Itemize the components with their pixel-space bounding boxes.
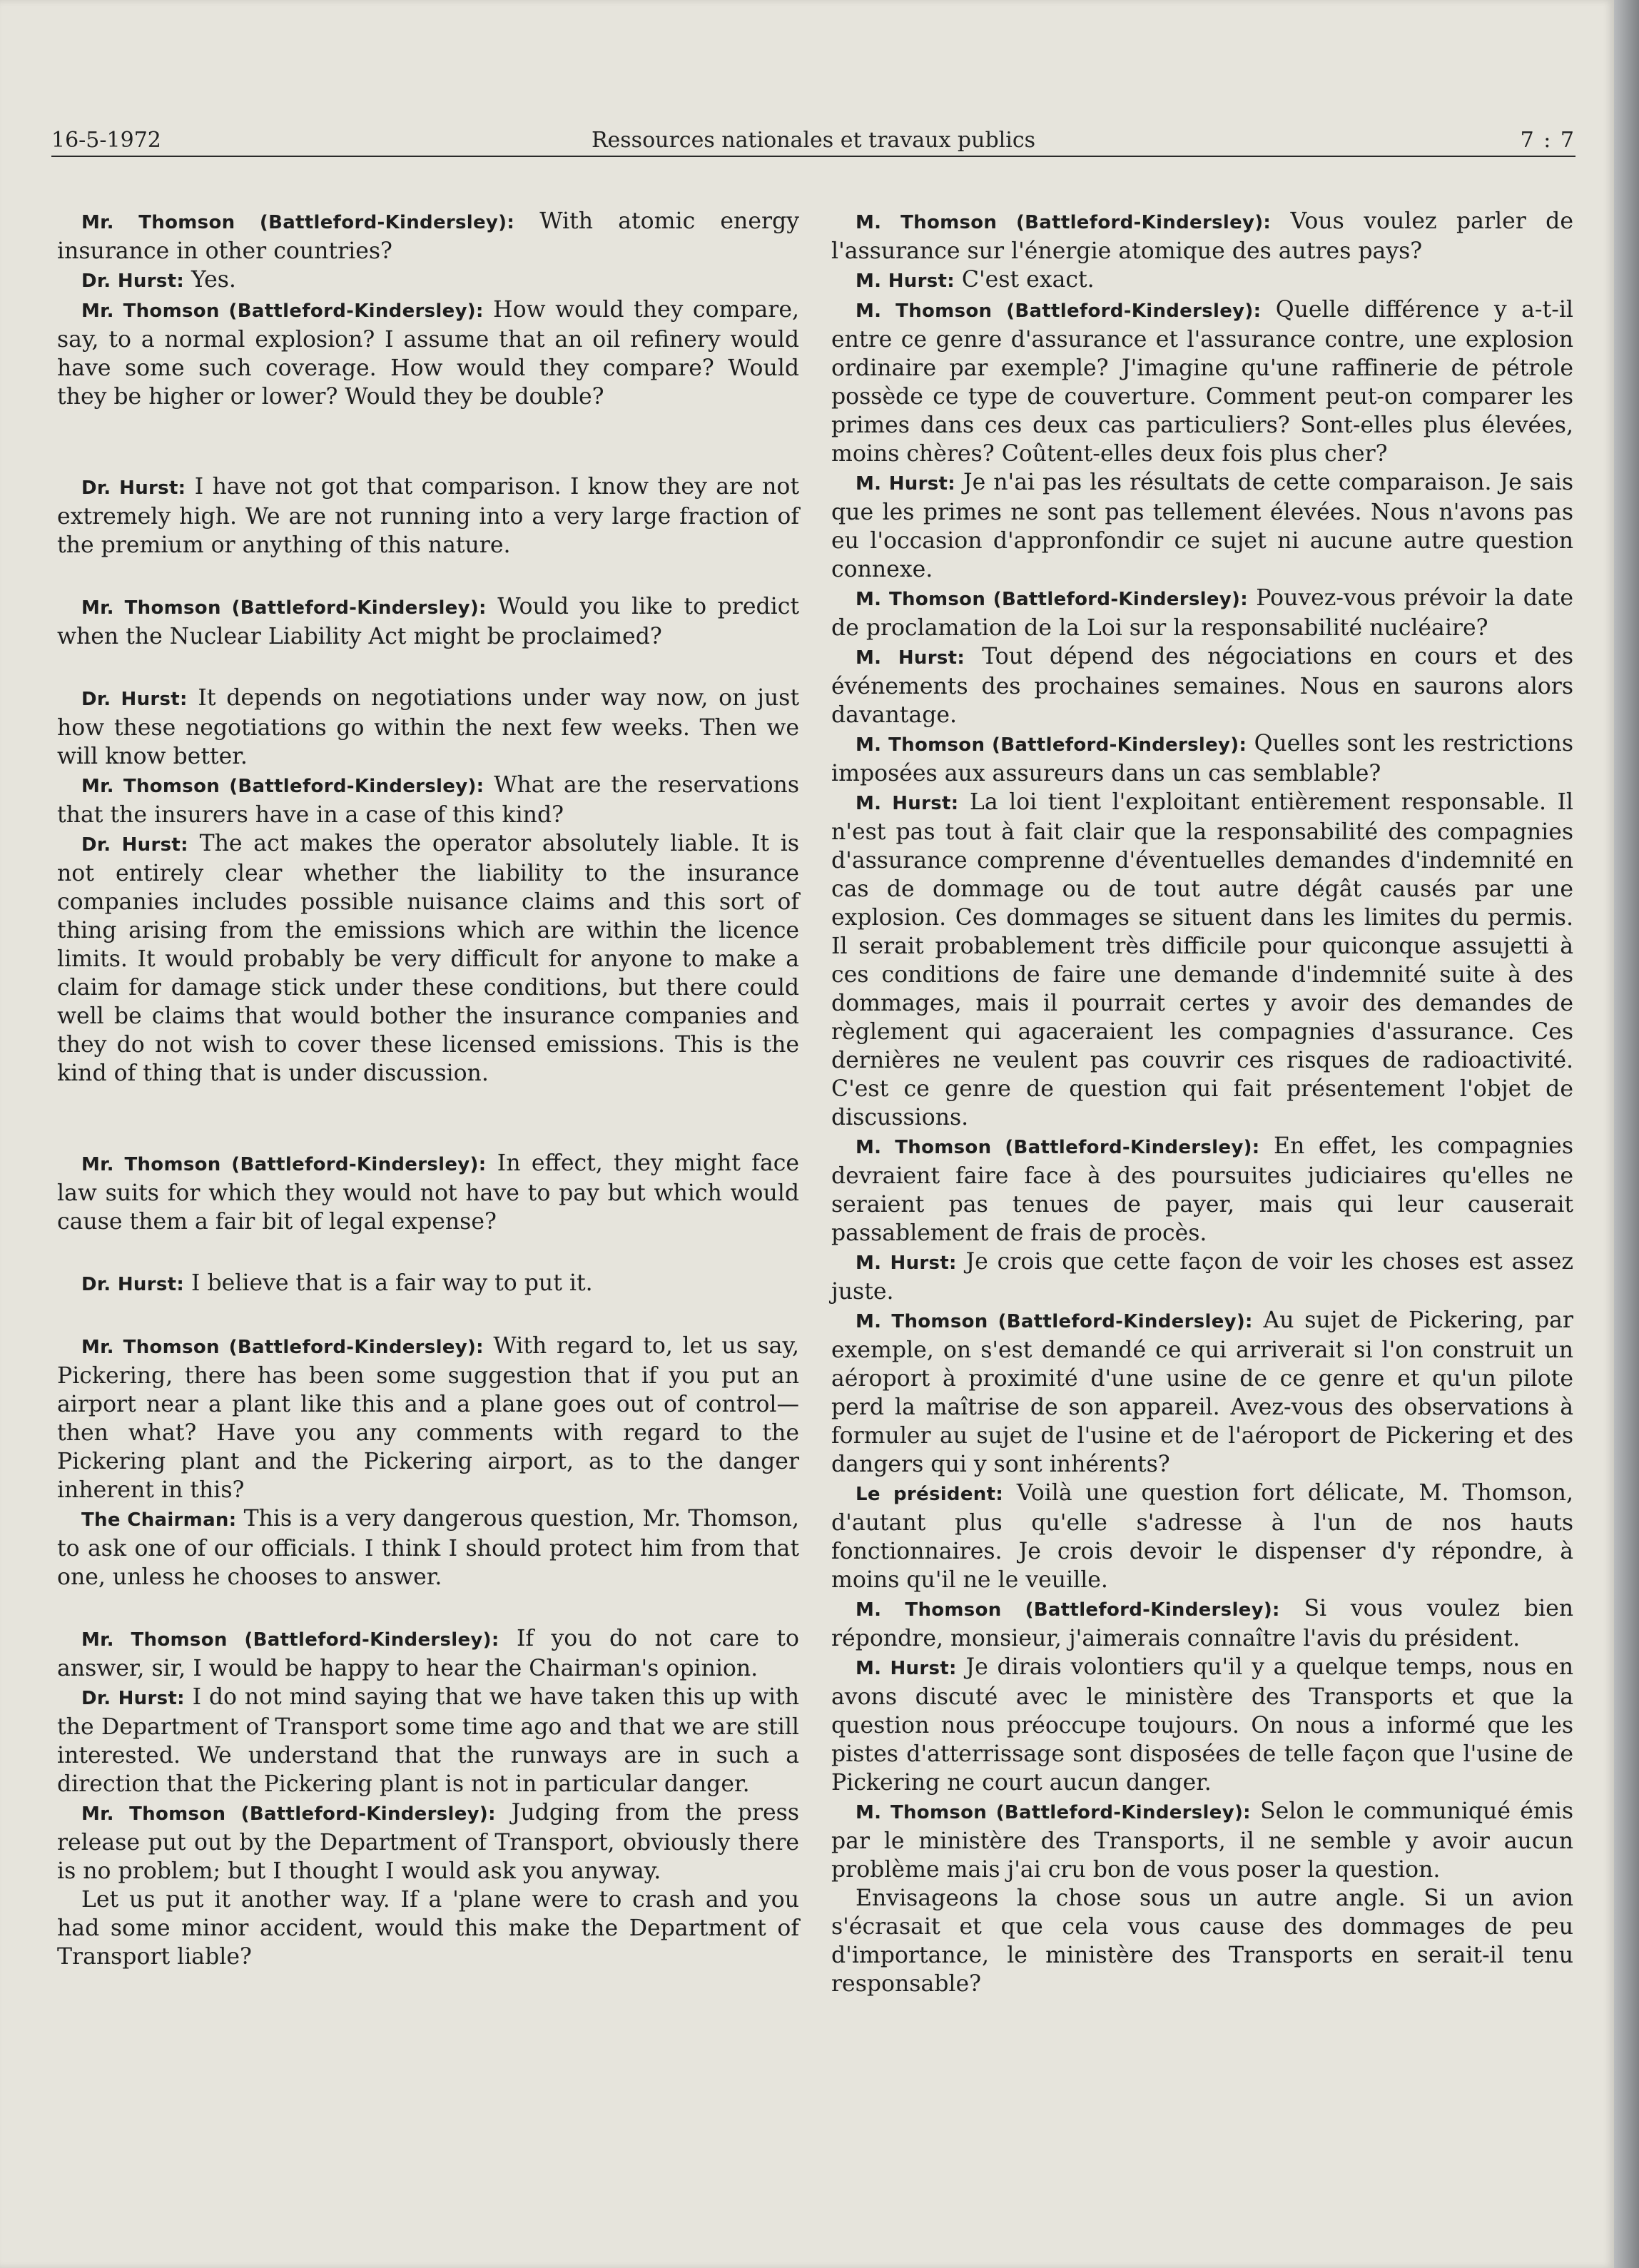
speaker-name: M. Hurst: xyxy=(856,647,965,669)
speaker-name: Mr. Thomson (Battleford-Kindersley): xyxy=(81,1629,499,1651)
paragraph xyxy=(57,1683,799,1798)
speaker-name: Dr. Hurst: xyxy=(81,834,188,856)
paragraph xyxy=(831,729,1573,788)
paragraph xyxy=(831,1884,1573,1998)
running-header xyxy=(51,123,1575,157)
paragraph xyxy=(57,592,799,651)
speaker-name: M. Hurst: xyxy=(856,1658,957,1679)
paragraph xyxy=(831,1797,1573,1884)
paragraph xyxy=(57,684,799,771)
page-edge xyxy=(1614,0,1639,2268)
french-column xyxy=(831,207,1573,1998)
paragraph xyxy=(57,1332,799,1504)
speaker-name: M. Thomson (Battleford-Kindersley): xyxy=(856,1311,1253,1332)
paragraph xyxy=(831,265,1573,295)
speaker-name: M. Thomson (Battleford-Kindersley): xyxy=(856,1802,1251,1823)
paragraph xyxy=(57,1624,799,1683)
paragraph xyxy=(831,584,1573,642)
speaker-name: Dr. Hurst: xyxy=(81,270,185,292)
speech-text: Judging from the press release put out by the Department of Transport, obviously there is no problem; but I thought I would ask you anyway. xyxy=(57,1800,799,1884)
speech-text: La loi tient l'exploitant entièrement responsable. Il n'est pas tout à fait clair que la responsabilité des compagnies d'assurance comprenne d'éventuelles demandes d'indemnité en cas de dommage ou de tout autre dégât causés par une explosion. Ces dommages se situent dans les limites du permis. Il serait probablement très difficile pour quiconque assujetti à ces conditions de faire une demande d'indemnité suite à des dommages, mais il pourrait certes y avoir des demandes de règlement qui agaceraient les compagnies d'assurance. Ces dernières ne veulent pas couvrir ces risques de radioactivité. C'est ce genre de question qui fait présentement l'objet de discussions. xyxy=(831,789,1574,1130)
speaker-name: M. Hurst: xyxy=(856,473,955,495)
paragraph xyxy=(831,468,1573,584)
speech-text: Je crois que cette façon de voir les choses est assez juste. xyxy=(831,1249,1573,1305)
paragraph xyxy=(831,1594,1573,1653)
speech-text: En effet, les compagnies devraient faire face à des poursuites judiciaires qu'elles ne seraient pas tenues de payer, mais qui leur causerait passablement de frais de procès. xyxy=(831,1133,1573,1246)
speaker-name: Mr. Thomson (Battleford-Kindersley): xyxy=(81,212,515,233)
speech-text: With regard to, let us say, Pickering, there has been some suggestion that if you put an airport near a plant like this and a plane goes out of control—then what? Have you any comments with regard to the Pickering plant and the Pickering airport, as to the danger inherent in this? xyxy=(57,1333,799,1503)
speech-text: Au sujet de Pickering, par exemple, on s'est demandé ce qui arriverait si l'on construit un aéroport à proximité d'une usine de ce genre et qu'un pilote perd la maîtrise de son appareil. Avez-vous des observations à formuler au sujet de l'usine et de l'aéroport de Pickering et des dangers qui y sont inhérents? xyxy=(831,1307,1573,1477)
speaker-name: Mr. Thomson (Battleford-Kindersley): xyxy=(81,776,484,797)
speech-text: Voilà une question fort délicate, M. Thomson, d'autant plus qu'elle s'adresse à l'un de nos hauts fonctionnaires. Je crois devoir le dispenser d'y répondre, à moins qu'il ne le veuille. xyxy=(831,1480,1573,1593)
header-page-number: 7 : 7 xyxy=(1520,128,1575,153)
paragraph xyxy=(831,295,1573,468)
speaker-name: M. Thomson (Battleford-Kindersley): xyxy=(856,589,1248,610)
speech-text: Si vous voulez bien répondre, monsieur, j'aimerais connaître l'avis du président. xyxy=(831,1596,1573,1651)
header-date: 16-5-1972 xyxy=(51,128,161,153)
speaker-name: Mr. Thomson (Battleford-Kindersley): xyxy=(81,300,484,322)
speech-text: It depends on negotiations under way now, on just how these negotiations go within the next few weeks. Then we will know better. xyxy=(57,685,799,769)
speech-text: In effect, they might face law suits for which they would not have to pay but which would cause them a fair bit of legal expense? xyxy=(57,1150,800,1235)
speaker-name: Le président: xyxy=(856,1484,1004,1505)
speaker-name: M. Hurst: xyxy=(856,793,959,814)
speaker-name: Mr. Thomson (Battleford-Kindersley): xyxy=(81,1337,484,1358)
english-column xyxy=(57,207,799,1971)
speaker-name: M. Hurst: xyxy=(856,1252,957,1274)
speech-text: Would you like to predict when the Nuclear Liability Act might be proclaimed? xyxy=(57,594,799,649)
paragraph xyxy=(57,1149,799,1236)
paragraph xyxy=(57,472,799,560)
speaker-name: M. Thomson (Battleford-Kindersley): xyxy=(856,1137,1260,1158)
speaker-name: Dr. Hurst: xyxy=(81,1274,185,1295)
speech-text: Let us put it another way. If a 'plane were to crash and you had some minor accident, would this make the Department of Transport liable? xyxy=(57,1887,799,1970)
paragraph xyxy=(831,788,1573,1132)
speech-text: What are the reservations that the insurers have in a case of this kind? xyxy=(57,772,799,828)
speech-text: Je n'ai pas les résultats de cette comparaison. Je sais que les primes ne sont pas tellement élevées. Nous n'avons pas eu l'occasion d'appronfondir ce sujet ni aucune autre question connexe. xyxy=(831,470,1573,582)
speech-text: Envisageons la chose sous un autre angle. Si un avion s'écrasait et que cela vous cause des dommages de peu d'importance, le ministère des Transports en serait-il tenu responsable? xyxy=(831,1885,1573,1997)
speaker-name: M. Thomson (Battleford-Kindersley): xyxy=(856,212,1272,233)
speech-text: Tout dépend des négociations en cours et des événements des prochaines semaines. Nous en saurons alors davantage. xyxy=(831,644,1573,728)
speech-text: I believe that is a fair way to put it. xyxy=(184,1270,593,1296)
paragraph xyxy=(831,1479,1573,1594)
speech-text: Quelle différence y a-t-il entre ce genre d'assurance et l'assurance contre, une explosion ordinaire par exemple? J'imagine qu'une raffinerie de pétrole possède ce type de couverture. Comment peut-on comparer les primes dans ces deux cas particuliers? Sont-elles plus élevées, moins chères? Coûtent-elles deux fois plus cher? xyxy=(831,297,1573,467)
speech-text: C'est exact. xyxy=(954,267,1095,293)
header-title: Ressources nationales et travaux publics xyxy=(591,128,1036,153)
speech-text: Je dirais volontiers qu'il y a quelque temps, nous en avons discuté avec le ministère des Transports et que la question nous préoccupe toujours. On nous a informé que les pistes d'atterrissage sont disposées de telle façon que l'usine de Pickering ne court aucun danger. xyxy=(831,1654,1573,1796)
paragraph xyxy=(57,829,799,1088)
speech-text: If you do not care to answer, sir, I would be happy to hear the Chairman's opinion. xyxy=(57,1626,799,1681)
speaker-name: The Chairman: xyxy=(81,1509,237,1531)
speaker-name: Dr. Hurst: xyxy=(81,689,188,710)
speaker-name: M. Thomson (Battleford-Kindersley): xyxy=(856,734,1247,756)
speaker-name: Mr. Thomson (Battleford-Kindersley): xyxy=(81,1803,496,1825)
speech-text: Selon le communiqué émis par le ministère des Transports, il ne semble y avoir aucun problème mais j'ai cru bon de vous poser la question. xyxy=(831,1798,1573,1883)
speech-text: I have not got that comparison. I know they are not extremely high. We are not running into a very large fraction of the premium or anything of this nature. xyxy=(57,474,799,558)
speaker-name: Dr. Hurst: xyxy=(81,1688,185,1709)
paragraph xyxy=(831,1132,1573,1247)
paragraph xyxy=(57,1269,799,1299)
speaker-name: M. Hurst: xyxy=(856,270,955,292)
speech-text: With atomic energy insurance in other countries? xyxy=(57,208,799,264)
speaker-name: Dr. Hurst: xyxy=(81,477,186,499)
paragraph xyxy=(57,771,799,829)
paragraph xyxy=(57,1504,799,1591)
speech-text: Quelles sont les restrictions imposées aux assureurs dans un cas semblable? xyxy=(831,731,1573,786)
speech-text: Yes. xyxy=(184,267,236,293)
speaker-name: M. Thomson (Battleford-Kindersley): xyxy=(856,1599,1280,1621)
speech-text: I do not mind saying that we have taken this up with the Department of Transport some time ago and that we are still interested. We understand that the runways are in such a direction that the Pickering plant is not in particular danger. xyxy=(57,1684,799,1797)
speech-text: This is a very dangerous question, Mr. Thomson, to ask one of our officials. I think I should protect him from that one, unless he chooses to answer. xyxy=(57,1506,799,1590)
paragraph xyxy=(831,207,1573,265)
paragraph xyxy=(831,1306,1573,1479)
speech-text: Vous voulez parler de l'assurance sur l'énergie atomique des autres pays? xyxy=(831,208,1573,264)
paragraph xyxy=(57,295,799,411)
paragraph xyxy=(831,1247,1573,1306)
paragraph xyxy=(57,1885,799,1971)
paragraph xyxy=(57,1798,799,1885)
speech-text: Pouvez-vous prévoir la date de proclamation de la Loi sur la responsabilité nucléaire? xyxy=(831,585,1573,641)
paragraph xyxy=(831,1653,1573,1797)
speaker-name: M. Thomson (Battleford-Kindersley): xyxy=(856,300,1262,322)
speech-text: The act makes the operator absolutely liable. It is not entirely clear whether the liability to the insurance companies includes possible nuisance claims and this sort of thing arising from the emissions which are within the licence limits. It would probably be very difficult for anyone to make a claim for damage stick under these conditions, but there could well be claims that would bother the insurance companies and they do not wish to cover these licensed emissions. This is the kind of thing that is under discussion. xyxy=(57,831,800,1086)
paragraph xyxy=(57,207,799,265)
paragraph xyxy=(57,265,799,295)
paragraph xyxy=(831,642,1573,729)
speaker-name: Mr. Thomson (Battleford-Kindersley): xyxy=(81,597,487,619)
speaker-name: Mr. Thomson (Battleford-Kindersley): xyxy=(81,1154,487,1175)
speech-text: How would they compare, say, to a normal explosion? I assume that an oil refinery would have some such coverage. How would they compare? Would they be higher or lower? Would they be double? xyxy=(57,297,800,410)
